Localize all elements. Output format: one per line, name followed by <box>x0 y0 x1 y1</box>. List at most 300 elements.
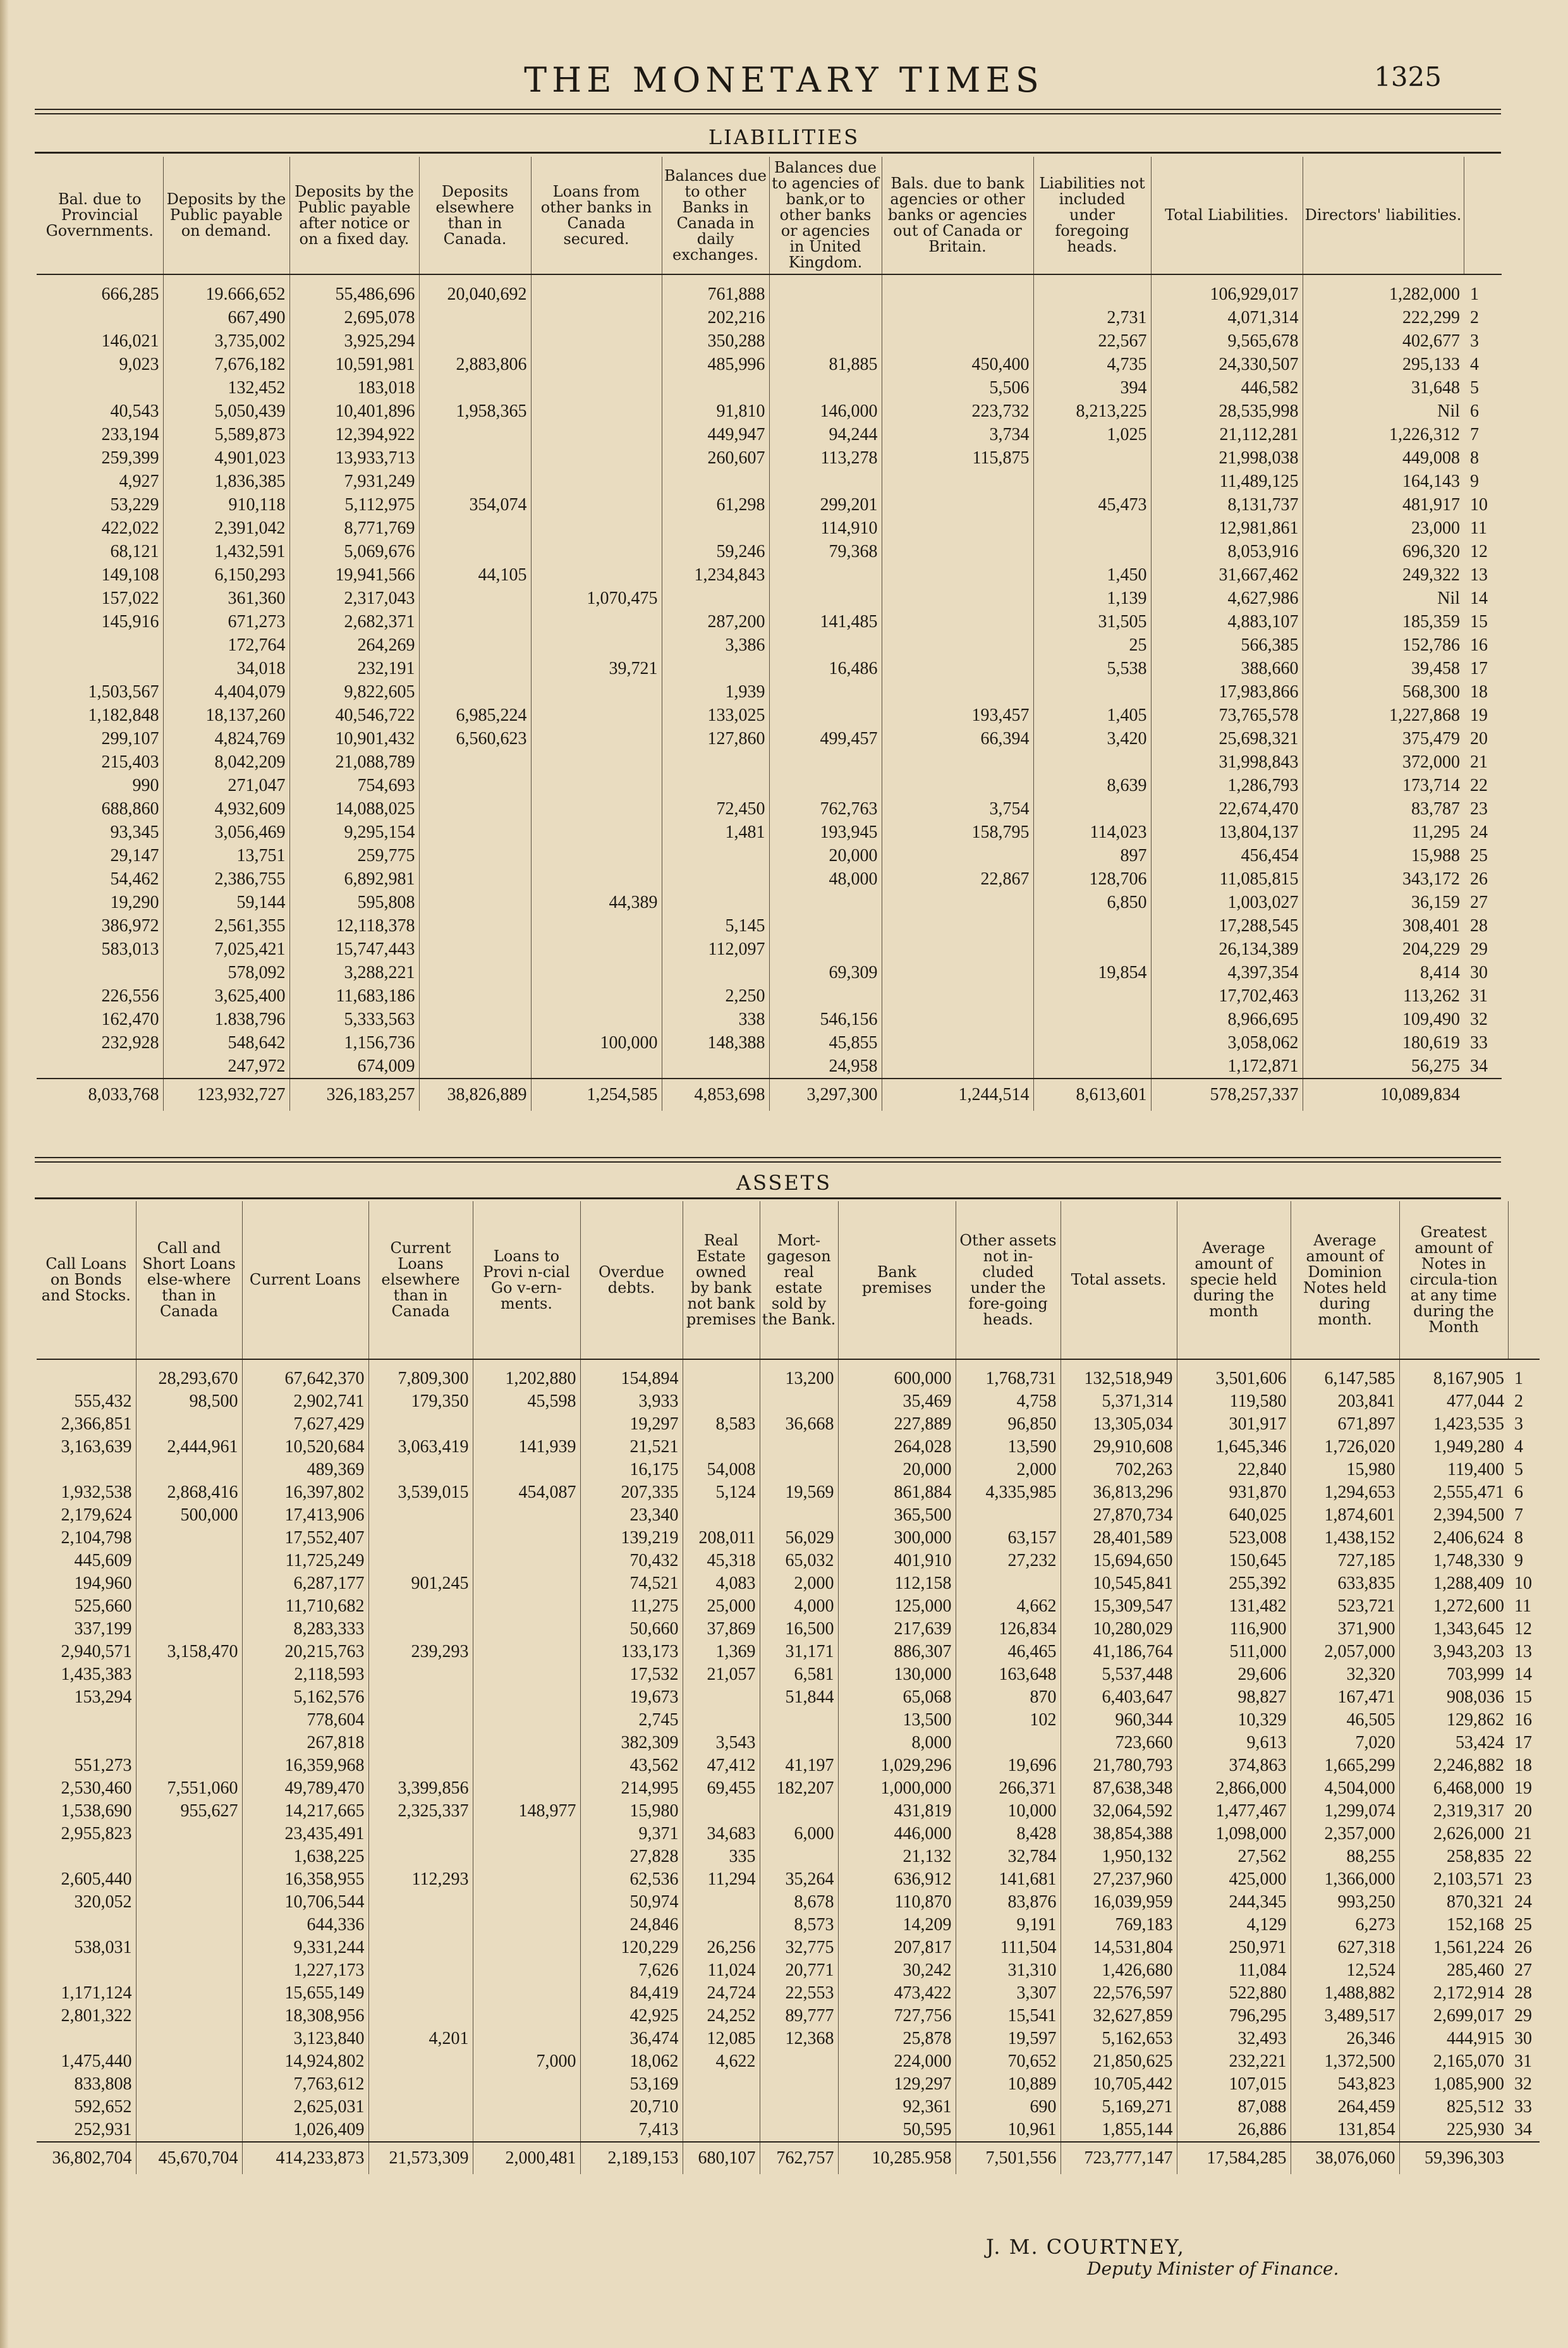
table-cell <box>368 1413 473 1436</box>
table-cell: 454,087 <box>473 1481 580 1504</box>
table-row <box>37 2005 1540 2027</box>
table-cell: 688,860 <box>101 799 159 819</box>
table-cell: 45,598 <box>473 1390 580 1413</box>
table-cell: 8,428 <box>956 1823 1061 1845</box>
table-cell: 128,706 <box>1033 867 1151 891</box>
table-cell: 61,298 <box>662 493 769 517</box>
table-cell: 13,200 <box>760 1359 838 1390</box>
table-cell: 4,504,000 <box>1291 1777 1399 1800</box>
table-cell <box>531 470 662 493</box>
table-cell: 1,426,680 <box>1061 1959 1177 1982</box>
table-cell: 870,321 <box>1399 1891 1508 1914</box>
table-cell: 10,705,442 <box>1061 2073 1177 2096</box>
table-cell <box>769 914 882 938</box>
table-cell: 46,465 <box>956 1641 1061 1663</box>
table-cell: 113,262 <box>1303 984 1464 1008</box>
table-cell: 81,885 <box>769 353 882 376</box>
table-cell <box>37 1732 136 1754</box>
table-cell <box>760 1800 838 1823</box>
table-cell: 96,850 <box>956 1413 1061 1436</box>
table-cell <box>473 1959 580 1982</box>
total-cell: 59,396,303 <box>1399 2142 1508 2174</box>
row-number: 19 <box>1470 706 1488 725</box>
total-cell: 38,826,889 <box>419 1079 531 1111</box>
table-cell: 21,780,793 <box>1061 1754 1177 1777</box>
table-cell: 79,368 <box>769 540 882 563</box>
table-cell: 1,950,132 <box>1061 1845 1177 1868</box>
table-cell: 19,854 <box>1033 961 1151 984</box>
table-cell <box>37 1359 136 1390</box>
table-cell <box>760 1845 838 1868</box>
table-cell <box>419 470 531 493</box>
table-cell <box>662 844 769 867</box>
table-cell: 1,638,225 <box>242 1845 368 1868</box>
table-row <box>37 797 1502 821</box>
table-cell: 9,331,244 <box>242 1936 368 1959</box>
table-cell: 12,118,378 <box>289 914 419 938</box>
table-cell: 35,469 <box>838 1390 956 1413</box>
table-cell: 1,288,409 <box>1399 1572 1508 1595</box>
journal-title: THE MONETARY TIMES <box>524 60 1044 100</box>
row-number: 18 <box>1470 682 1488 702</box>
table-cell: 1,085,900 <box>1399 2073 1508 2096</box>
table-cell <box>473 1982 580 2005</box>
table-cell <box>662 657 769 680</box>
table-cell: 3,933 <box>580 1390 683 1413</box>
table-cell: 2,103,571 <box>1399 1868 1508 1891</box>
table-cell: 365,500 <box>838 1504 956 1527</box>
table-cell: 1,171,124 <box>61 1983 132 2003</box>
table-cell: 232,221 <box>1177 2050 1291 2073</box>
table-row <box>37 493 1502 517</box>
table-cell: 386,972 <box>101 916 159 936</box>
table-cell <box>662 1055 769 1079</box>
table-cell: 224,000 <box>838 2050 956 2073</box>
table-cell: 1,438,152 <box>1291 1527 1399 1550</box>
table-cell: 7,763,612 <box>242 2073 368 2096</box>
table-cell <box>473 1458 580 1481</box>
table-cell <box>419 423 531 446</box>
table-cell: 2,868,416 <box>136 1481 242 1504</box>
table-cell: 11,683,186 <box>289 984 419 1008</box>
table-cell: 59,246 <box>662 540 769 563</box>
table-cell <box>531 984 662 1008</box>
table-cell: 402,677 <box>1303 329 1464 353</box>
table-cell: 990 <box>132 776 159 795</box>
table-cell <box>136 1663 242 1686</box>
table-cell: 54,462 <box>110 869 159 889</box>
table-cell <box>531 1055 662 1079</box>
table-cell <box>882 329 1033 353</box>
table-cell <box>473 1572 580 1595</box>
table-cell: 53,169 <box>580 2073 683 2096</box>
table-cell <box>662 961 769 984</box>
table-cell: 132,518,949 <box>1061 1359 1177 1390</box>
liabilities-col-header: Total Liabilities. <box>1151 157 1303 274</box>
table-cell <box>473 1891 580 1914</box>
table-cell <box>419 750 531 774</box>
table-cell: 17,532 <box>580 1663 683 1686</box>
table-cell <box>37 1458 136 1481</box>
row-number: 1 <box>1514 1369 1523 1388</box>
table-cell: 32,775 <box>760 1936 838 1959</box>
table-cell: 3,288,221 <box>289 961 419 984</box>
table-cell: 833,808 <box>74 2074 132 2094</box>
table-cell <box>136 1527 242 1550</box>
row-number: 12 <box>1470 542 1488 561</box>
table-row <box>37 821 1502 844</box>
table-cell: 133,173 <box>580 1641 683 1663</box>
table-cell: 4,404,079 <box>163 680 289 704</box>
table-cell <box>662 750 769 774</box>
table-cell <box>760 2073 838 2096</box>
table-cell: 23,000 <box>1303 517 1464 540</box>
table-row <box>37 2073 1540 2096</box>
table-cell: Nil <box>1303 400 1464 423</box>
table-cell <box>769 329 882 353</box>
table-cell: 538,031 <box>74 1938 132 1957</box>
table-row <box>37 1055 1502 1079</box>
table-cell: 27,237,960 <box>1061 1868 1177 1891</box>
table-cell: 17,413,906 <box>242 1504 368 1527</box>
table-cell: 3,543 <box>683 1732 760 1754</box>
table-cell: 7,413 <box>580 2119 683 2142</box>
row-number: 17 <box>1514 1733 1532 1752</box>
table-cell: 2,165,070 <box>1399 2050 1508 2073</box>
table-cell: 499,457 <box>769 727 882 750</box>
table-cell: 259,775 <box>289 844 419 867</box>
table-cell <box>769 984 882 1008</box>
table-cell: 9,295,154 <box>289 821 419 844</box>
table-row <box>37 2119 1540 2142</box>
table-cell: 3,163,639 <box>61 1437 132 1457</box>
table-cell: 337,199 <box>74 1619 132 1639</box>
table-cell <box>368 1732 473 1754</box>
table-cell: 16,358,955 <box>242 1868 368 1891</box>
table-cell: 141,681 <box>956 1868 1061 1891</box>
table-cell: 260,607 <box>662 446 769 470</box>
table-row <box>37 1359 1540 1390</box>
table-cell: 1,836,385 <box>163 470 289 493</box>
table-cell: 477,044 <box>1399 1390 1508 1413</box>
table-cell: 87,088 <box>1177 2096 1291 2119</box>
table-cell: 232,191 <box>289 657 419 680</box>
table-cell <box>882 493 1033 517</box>
table-cell: 2,444,961 <box>136 1436 242 1458</box>
assets-col-header: Total assets. <box>1061 1201 1177 1359</box>
table-cell: 39,458 <box>1303 657 1464 680</box>
table-cell: 7,000 <box>473 2050 580 2073</box>
table-cell <box>882 633 1033 657</box>
table-cell: 1,272,600 <box>1399 1595 1508 1618</box>
table-cell: 1,450 <box>1033 563 1151 587</box>
row-number: 16 <box>1514 1710 1532 1730</box>
table-cell: 17,983,866 <box>1151 680 1303 704</box>
table-cell: 6,468,000 <box>1399 1777 1508 1800</box>
table-cell <box>683 1914 760 1936</box>
table-cell <box>419 610 531 633</box>
table-cell: 401,910 <box>838 1550 956 1572</box>
table-cell: 36,668 <box>760 1413 838 1436</box>
table-cell: 15,309,547 <box>1061 1595 1177 1618</box>
table-cell: 102 <box>956 1709 1061 1732</box>
table-cell: 371,900 <box>1291 1618 1399 1641</box>
table-cell: 119,580 <box>1177 1390 1291 1413</box>
table-cell: 28,401,589 <box>1061 1527 1177 1550</box>
row-number: 4 <box>1470 355 1479 374</box>
table-cell: 993,250 <box>1291 1891 1399 1914</box>
table-cell: 13,804,137 <box>1151 821 1303 844</box>
total-cell: 578,257,337 <box>1151 1079 1303 1111</box>
table-cell: 627,318 <box>1291 1936 1399 1959</box>
table-cell: 215,403 <box>101 752 159 772</box>
table-cell: 14,924,802 <box>242 2050 368 2073</box>
table-cell: 1,435,383 <box>61 1665 132 1684</box>
table-cell: 10,329 <box>1177 1709 1291 1732</box>
table-cell: 20,000 <box>838 1458 956 1481</box>
table-cell <box>368 2119 473 2142</box>
table-cell: 1,768,731 <box>956 1359 1061 1390</box>
table-cell: 422,022 <box>101 518 159 538</box>
row-number: 17 <box>1470 659 1488 678</box>
table-cell: 271,047 <box>163 774 289 797</box>
table-cell: 3,063,419 <box>368 1436 473 1458</box>
table-row <box>37 750 1502 774</box>
table-cell: 12,085 <box>683 2027 760 2050</box>
table-cell: 299,201 <box>769 493 882 517</box>
liabilities-col-header: Directors' liabilities. <box>1303 157 1464 274</box>
table-cell: 11,294 <box>683 1868 760 1891</box>
table-cell: 762,763 <box>769 797 882 821</box>
table-row <box>37 1914 1540 1936</box>
liabilities-col-header: Bal. due to Provincial Governments. <box>37 157 163 274</box>
table-cell: 4,083 <box>683 1572 760 1595</box>
table-cell: 3,501,606 <box>1177 1359 1291 1390</box>
table-row <box>37 1823 1540 1845</box>
table-cell <box>368 1458 473 1481</box>
totals-row <box>37 1079 1502 1111</box>
table-cell: 548,642 <box>163 1031 289 1055</box>
table-cell: 51,844 <box>760 1686 838 1709</box>
table-cell <box>882 610 1033 633</box>
table-cell <box>882 984 1033 1008</box>
row-number: 32 <box>1470 1010 1488 1029</box>
table-cell: 8,771,769 <box>289 517 419 540</box>
table-cell <box>760 1504 838 1527</box>
table-cell <box>882 517 1033 540</box>
table-cell <box>136 1891 242 1914</box>
table-cell: 10,280,029 <box>1061 1618 1177 1641</box>
table-cell: 109,490 <box>1303 1008 1464 1031</box>
table-cell: 3,734 <box>882 423 1033 446</box>
table-cell <box>37 1959 136 1982</box>
table-cell: 4,758 <box>956 1390 1061 1413</box>
table-cell: 901,245 <box>368 1572 473 1595</box>
table-cell <box>473 1868 580 1891</box>
table-cell <box>136 1550 242 1572</box>
table-cell: 543,823 <box>1291 2073 1399 2096</box>
table-cell: 41,186,764 <box>1061 1641 1177 1663</box>
total-cell: 17,584,285 <box>1177 2142 1291 2174</box>
table-cell: 583,013 <box>101 939 159 959</box>
table-cell: 5,069,676 <box>289 540 419 563</box>
table-cell: 3,625,400 <box>163 984 289 1008</box>
table-cell: 1,282,000 <box>1303 274 1464 306</box>
table-cell <box>882 680 1033 704</box>
table-cell: 2,319,317 <box>1399 1800 1508 1823</box>
table-cell <box>473 1732 580 1754</box>
table-cell: 16,397,802 <box>242 1481 368 1504</box>
table-cell: 456,454 <box>1151 844 1303 867</box>
table-cell: 2,057,000 <box>1291 1641 1399 1663</box>
table-cell: 1,372,500 <box>1291 2050 1399 2073</box>
row-number: 5 <box>1470 378 1479 398</box>
table-cell: 35,264 <box>760 1868 838 1891</box>
table-cell: 702,263 <box>1061 1458 1177 1481</box>
table-cell <box>368 1914 473 1936</box>
table-cell: 2,626,000 <box>1399 1823 1508 1845</box>
table-cell <box>1033 984 1151 1008</box>
table-cell <box>760 2050 838 2073</box>
table-cell: 489,369 <box>242 1458 368 1481</box>
table-row <box>37 633 1502 657</box>
table-cell <box>473 1527 580 1550</box>
table-cell: 106,929,017 <box>1151 274 1303 306</box>
row-number: 26 <box>1514 1938 1532 1957</box>
table-row <box>37 1527 1540 1550</box>
table-cell: Nil <box>1303 587 1464 610</box>
table-cell: 19.666,652 <box>163 274 289 306</box>
table-cell <box>531 540 662 563</box>
table-cell: 2,000 <box>760 1572 838 1595</box>
row-number: 12 <box>1514 1619 1532 1639</box>
table-cell: 31,171 <box>760 1641 838 1663</box>
table-cell: 19,941,566 <box>289 563 419 587</box>
table-row <box>37 306 1502 329</box>
row-number: 30 <box>1470 963 1488 982</box>
table-cell: 761,888 <box>662 274 769 306</box>
table-cell <box>473 1686 580 1709</box>
table-cell <box>683 2096 760 2119</box>
table-cell: 87,638,348 <box>1061 1777 1177 1800</box>
table-cell: 72,450 <box>662 797 769 821</box>
table-cell: 320,052 <box>74 1892 132 1912</box>
table-cell: 444,915 <box>1399 2027 1508 2050</box>
table-cell: 45,473 <box>1033 493 1151 517</box>
table-cell: 388,660 <box>1151 657 1303 680</box>
table-cell: 446,582 <box>1151 376 1303 400</box>
table-cell <box>473 2027 580 2050</box>
table-cell: 18,137,260 <box>163 704 289 727</box>
table-cell <box>882 750 1033 774</box>
table-cell <box>760 1458 838 1481</box>
table-cell: 225,930 <box>1399 2119 1508 2142</box>
table-cell <box>769 563 882 587</box>
table-cell: 44,389 <box>531 891 662 914</box>
table-cell: 14,088,025 <box>289 797 419 821</box>
table-cell <box>473 1914 580 1936</box>
table-cell: 226,556 <box>101 986 159 1006</box>
table-cell: 15,980 <box>1291 1458 1399 1481</box>
table-cell <box>882 961 1033 984</box>
table-cell: 1,645,346 <box>1177 1436 1291 1458</box>
table-cell: 354,074 <box>419 493 531 517</box>
liabilities-col-header: Balances due to agencies of bank,or to other banks or agencies in United Kingdom. <box>769 157 882 274</box>
table-cell <box>882 844 1033 867</box>
table-row <box>37 1641 1540 1663</box>
table-cell: 4,883,107 <box>1151 610 1303 633</box>
table-cell: 1,098,000 <box>1177 1823 1291 1845</box>
table-cell: 204,229 <box>1303 938 1464 961</box>
total-cell: 21,573,309 <box>368 2142 473 2174</box>
table-row <box>37 2027 1540 2050</box>
table-cell: 21,850,625 <box>1061 2050 1177 2073</box>
table-cell <box>769 891 882 914</box>
table-cell: 46,505 <box>1291 1709 1399 1732</box>
table-cell: 1,227,868 <box>1303 704 1464 727</box>
table-cell: 232,928 <box>101 1033 159 1053</box>
table-cell: 1,949,280 <box>1399 1436 1508 1458</box>
table-cell: 1,561,224 <box>1399 1936 1508 1959</box>
table-cell: 870 <box>956 1686 1061 1709</box>
table-cell: 50,974 <box>580 1891 683 1914</box>
table-cell: 644,336 <box>242 1914 368 1936</box>
table-cell: 2,695,078 <box>289 306 419 329</box>
table-cell: 27,828 <box>580 1845 683 1868</box>
table-cell: 207,817 <box>838 1936 956 1959</box>
table-row <box>37 1709 1540 1732</box>
table-cell <box>419 633 531 657</box>
total-cell: 123,932,727 <box>163 1079 289 1111</box>
table-cell: 578,092 <box>163 961 289 984</box>
table-cell: 5,371,314 <box>1061 1390 1177 1413</box>
row-number: 20 <box>1514 1801 1532 1821</box>
table-cell: 6,000 <box>760 1823 838 1845</box>
table-cell: 264,269 <box>289 633 419 657</box>
table-cell: 2,179,624 <box>61 1505 132 1525</box>
table-cell: 13,305,034 <box>1061 1413 1177 1436</box>
table-cell: 41,197 <box>760 1754 838 1777</box>
table-cell: 5,162,653 <box>1061 2027 1177 2050</box>
assets-title: ASSETS <box>736 1171 832 1195</box>
table-cell <box>368 2073 473 2096</box>
table-cell: 24,724 <box>683 1982 760 2005</box>
table-cell: 127,860 <box>662 727 769 750</box>
table-cell: 59,144 <box>163 891 289 914</box>
table-cell: 2,246,882 <box>1399 1754 1508 1777</box>
table-cell <box>473 1413 580 1436</box>
row-number: 7 <box>1470 425 1479 444</box>
table-cell: 7,025,421 <box>163 938 289 961</box>
row-number: 33 <box>1470 1033 1488 1053</box>
table-cell: 343,172 <box>1303 867 1464 891</box>
table-cell: 26,256 <box>683 1936 760 1959</box>
table-cell <box>769 704 882 727</box>
table-cell: 11,085,815 <box>1151 867 1303 891</box>
table-cell <box>368 1959 473 1982</box>
table-cell: 36,474 <box>580 2027 683 2050</box>
table-cell: 7,809,300 <box>368 1359 473 1390</box>
total-cell: 10,285.958 <box>838 2142 956 2174</box>
table-cell <box>419 540 531 563</box>
assets-col-header: Other assets not in-cluded under the fore-going heads. <box>956 1201 1061 1359</box>
table-cell <box>531 844 662 867</box>
table-cell: 1,202,880 <box>473 1359 580 1390</box>
row-number: 31 <box>1470 986 1488 1006</box>
table-cell: 1,172,871 <box>1151 1055 1303 1079</box>
table-row <box>37 914 1502 938</box>
table-cell: 83,876 <box>956 1891 1061 1914</box>
